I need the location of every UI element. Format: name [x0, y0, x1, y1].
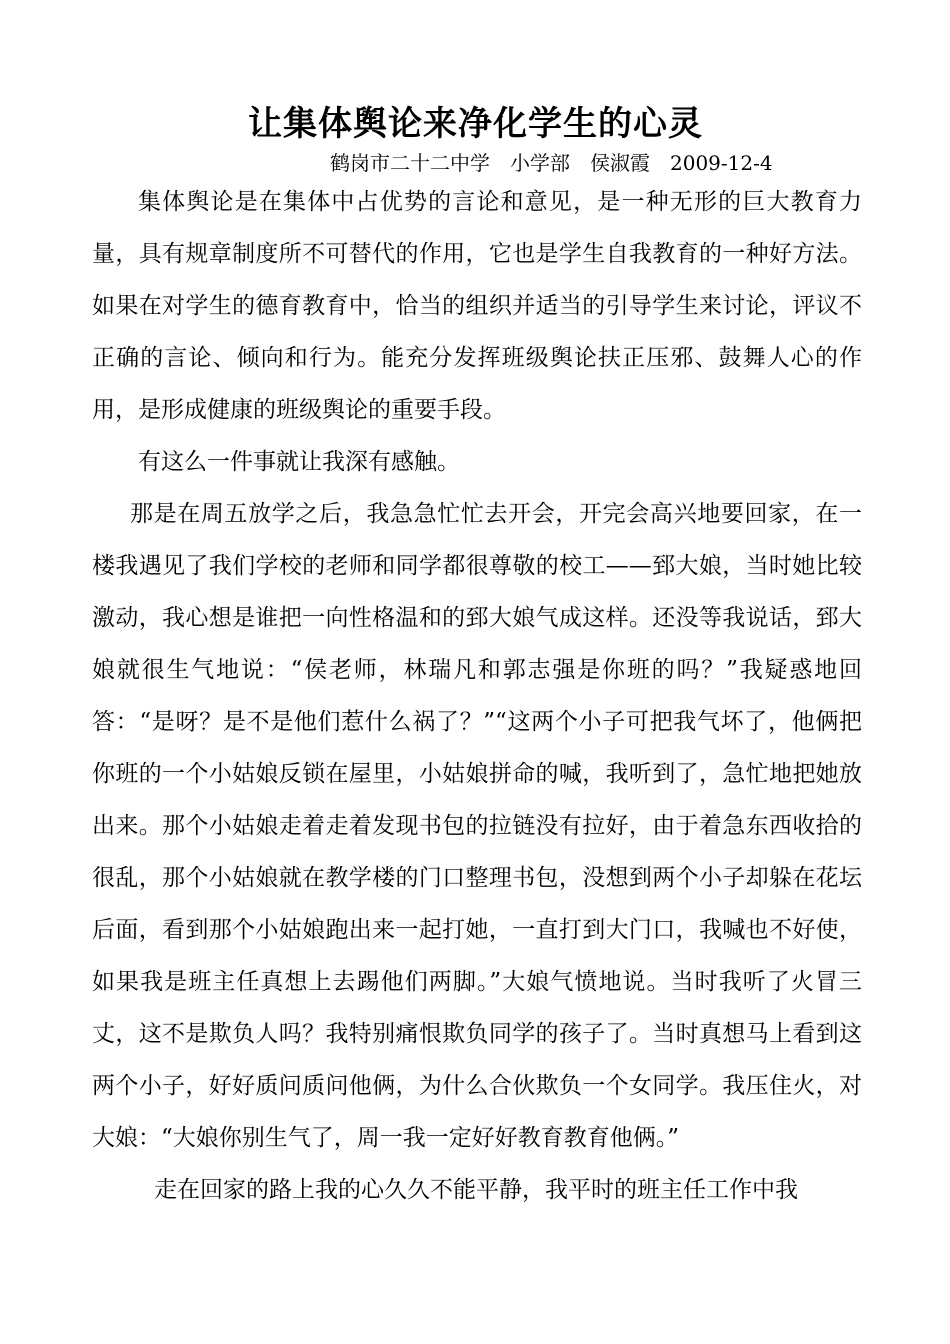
document-title: 让集体舆论来净化学生的心灵 [248, 104, 703, 144]
paragraph-intro: 集体舆论是在集体中占优势的言论和意见，是一种无形的巨大教育力量，具有规章制度所不可替代的作用，它也是学生自我教育的一种好方法。如果在对学生的德育教育中，恰当的组织并适当的引导学生来讨论，评议不正确的言论、倾向和行为。能充分发挥班级舆论扶正压邪、鼓舞人心的作用，是形成健康的班级舆论的重要手段。 [92, 189, 862, 423]
paragraph-reflection: 走在回家的路上我的心久久不能平静，我平时的班主任工作中我 [154, 1177, 798, 1203]
author-byline: 鹤岗市二十二中学 小学部 侯淑霞 2009-12-4 [330, 151, 773, 175]
document-body [92, 176, 862, 1216]
paragraph-story: 那是在周五放学之后，我急急忙忙去开会，开完会高兴地要回家，在一楼我遇见了我们学校的老师和同学都很尊敬的校工——郅大娘，当时她比较激动，我心想是谁把一向性格温和的郅大娘气成这样。还没等我说话，郅大娘就很生气地说：“侯老师，林瑞凡和郭志强是你班的吗？”我疑惑地回答：“是呀？是不是他们惹什么祸了？”“这两个小子可把我气坏了，他俩把你班的一个小姑娘反锁在屋里，小姑娘拼命的喊，我听到了，急忙地把她放出来。那个小姑娘走着走着发现书包的拉链没有拉好，由于着急东西收拾的很乱，那个小姑娘就在教学楼的门口整理书包，没想到两个小子却躲在花坛后面，看到那个小姑娘跑出来一起打她，一直打到大门口，我喊也不好使，如果我是班主任真想上去踢他们两脚。”大娘气愤地说。当时我听了火冒三丈，这不是欺负人吗？我特别痛恨欺负同学的孩子了。当时真想马上看到这两个小子，好好质问质问他俩，为什么合伙欺负一个女同学。我压住火，对大娘：“大娘你别生气了，周一我一定好好教育教育他俩。” [92, 501, 862, 1151]
paragraph-transition: 有这么一件事就让我深有感触。 [138, 449, 460, 475]
